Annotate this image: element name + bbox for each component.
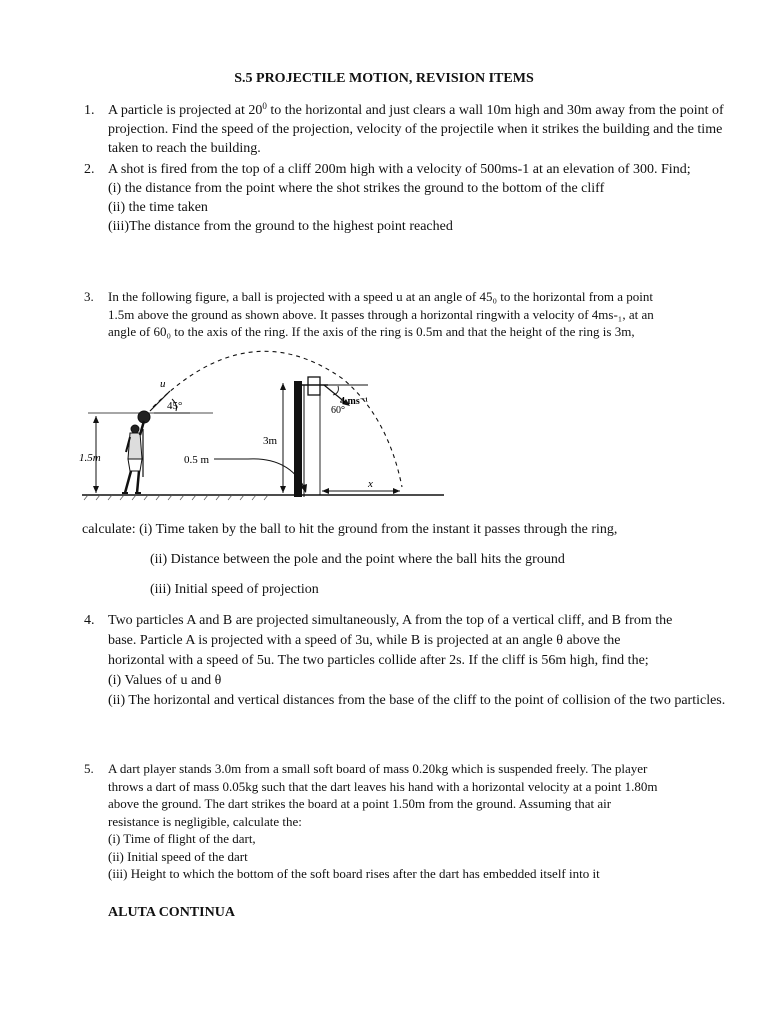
question-2-part-3: (iii)The distance from the ground to the highest point reached [108,219,453,234]
question-3-calc-3: (iii) Initial speed of projection [150,582,319,597]
thrower-figure [122,411,150,493]
question-2-part-2: (ii) the time taken [108,200,208,215]
question-3-calc-2: (ii) Distance between the pole and the point where the ball hits the ground [150,552,565,567]
question-2-text: A shot is fired from the top of a cliff 200m high with a velocity of 500ms-1 at an elevation of 300. Find; [108,162,691,177]
question-5-line-2: throws a dart of mass 0.05kg such that the dart leaves his hand with a horizontal velocity at a point 1.80m [108,778,658,794]
question-number: 3. [84,289,94,304]
question-4-line-1: Two particles A and B are projected simultaneously, A from the top of a vertical cliff, and B from the [108,613,673,628]
question-number: 5. [84,761,94,776]
question-4-line-2: base. Particle A is projected with a speed of 3u, while B is projected at an angle θ above the [108,633,621,648]
projectile-figure [78,337,450,512]
label-x: x [368,478,373,490]
question-2 [84,160,726,236]
question-5 [84,760,726,883]
degree-superscript: 0 [262,101,267,111]
label-1.5m: 1.5m [79,452,101,464]
question-5-part-2: (ii) Initial speed of the dart [108,848,248,864]
question-5-line-1: A dart player stands 3.0m from a small soft board of mass 0.20kg which is suspended freely. The player [108,761,648,776]
question-4 [84,611,726,711]
question-5-line-4: resistance is negligible, calculate the: [108,813,302,829]
footer-text: ALUTA CONTINUA [108,905,235,920]
ring-axis-arrow [214,459,304,487]
question-5-part-1: (i) Time of flight of the dart, [108,831,256,846]
page-title: S.5 PROJECTILE MOTION, REVISION ITEMS [234,71,534,86]
ring-pole [294,381,302,497]
question-3-calc-1: calculate: (i) Time taken by the ball to hit the ground from the instant it passes through the ring, [82,522,618,537]
question-4-line-3: horizontal with a speed of 5u. The two particles collide after 2s. If the cliff is 56m high, find the; [108,653,649,668]
label-3m: 3m [263,435,278,447]
label-0.5m: 0.5 m [184,454,210,466]
question-5-line-3: above the ground. The dart strikes the board at a point 1.50m from the ground. Assuming that air [108,796,612,811]
label-u: u [160,378,166,390]
trajectory-path [153,351,402,487]
question-number: 4. [84,613,95,628]
question-3-line-1: In the following figure, a ball is projected with a speed u at an angle of 45₀ to the horizontal from a point [108,289,653,304]
question-number: 1. [84,103,95,118]
question-4-part-1: (i) Values of u and θ [108,673,222,688]
label-60-degrees: 60° [331,405,345,416]
label-45-degrees: 45° [167,400,183,412]
question-number: 2. [84,162,95,177]
question-1-text-a: A particle is projected at 20 [108,103,263,118]
question-3-line-3: angle of 60₀ to the axis of the ring. If the axis of the ring is 0.5m and that the height of the ring is 3m, [108,324,635,339]
question-1 [84,101,726,158]
question-3-line-2: 1.5m above the ground as shown above. It passes through a horizontal ringwith a velocity of 4ms-₁, at an [108,306,654,322]
question-4-part-2: (ii) The horizontal and vertical distances from the base of the cliff to the point of collision of the two particles. [108,693,726,708]
question-2-part-1: (i) the distance from the point where the shot strikes the ground to the bottom of the cliff [108,181,605,196]
question-5-part-3: (iii) Height to which the bottom of the soft board rises after the dart has embedded itself into it [108,866,600,881]
question-3 [84,288,726,341]
ring [308,377,320,395]
label-4ms: 4 ms⁻¹ [340,396,368,407]
question-1-text-b: to the horizontal and just clears a wall 10m high and 30m away from the point of projection. Find the speed of the projection, velocity of the projectile when it strikes the building and the time taken to reach the building. [108,103,724,156]
